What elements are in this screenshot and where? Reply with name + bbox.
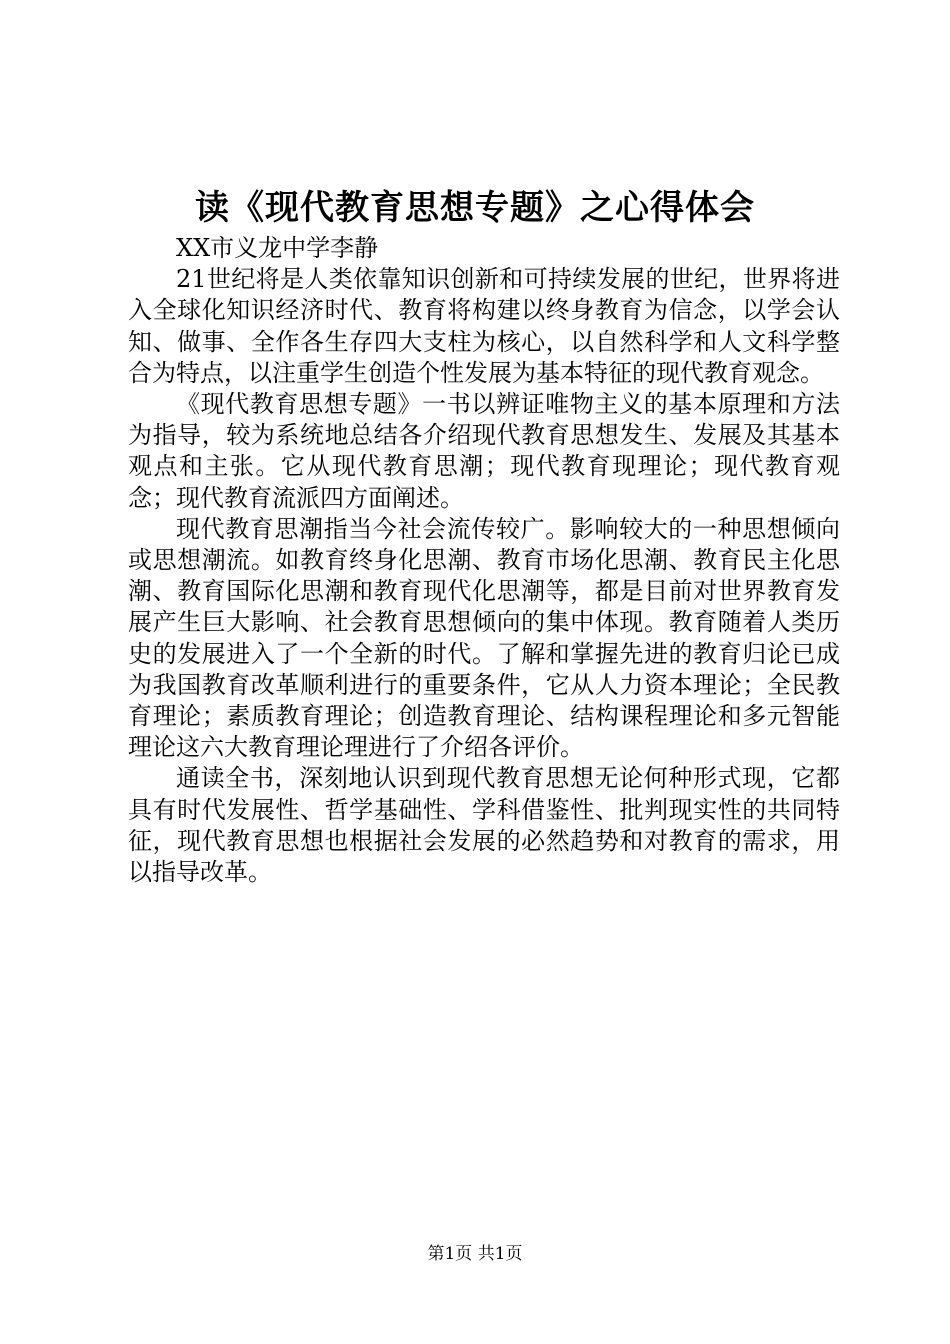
- paragraph: 通读全书，深刻地认识到现代教育思想无论何种形式现，它都具有时代发展性、哲学基础性、学科借鉴性、批判现实性的共同特征，现代教育思想也根据社会发展的必然趋势和对教育的需求，用以指导改革。: [128, 764, 840, 887]
- author-line: XX市义龙中学李静: [176, 234, 379, 262]
- paragraph: 现代教育思潮指当今社会流传较广。影响较大的一种思想倾向或思想潮流。如教育终身化思潮、教育市场化思潮、教育民主化思潮、教育国际化思潮和教育现代化思潮等，都是目前对世界教育发展产生巨大影响、社会教育思想倾向的集中体现。教育随着人类历史的发展进入了一个全新的时代。了解和掌握先进的教育归论已成为我国教育改革顺利进行的重要条件，它从人力资本理论；全民教育理论；素质教育理论；创造教育理论、结构课程理论和多元智能理论这六大教育理论理进行了介绍各评价。: [128, 514, 840, 762]
- document-title: 读《现代教育思想专题》之心得体会: [195, 188, 755, 228]
- paragraph: 21世纪将是人类依靠知识创新和可持续发展的世纪，世界将进入全球化知识经济时代、教育将构建以终身教育为信念，以学会认知、做事、全作各生存四大支柱为核心，以自然科学和人文科学整合为特点，以注重学生创造个性发展为基本特征的现代教育观念。: [128, 265, 840, 387]
- page-footer: 第1页 共1页: [427, 1244, 523, 1264]
- document-body: [128, 233, 840, 888]
- paragraph: 《现代教育思想专题》一书以辨证唯物主义的基本原理和方法为指导，较为系统地总结各介绍现代教育思想发生、发展及其基本观点和主张。它从现代教育思潮；现代教育现理论；现代教育观念；现代教育流派四方面阐述。: [128, 390, 840, 512]
